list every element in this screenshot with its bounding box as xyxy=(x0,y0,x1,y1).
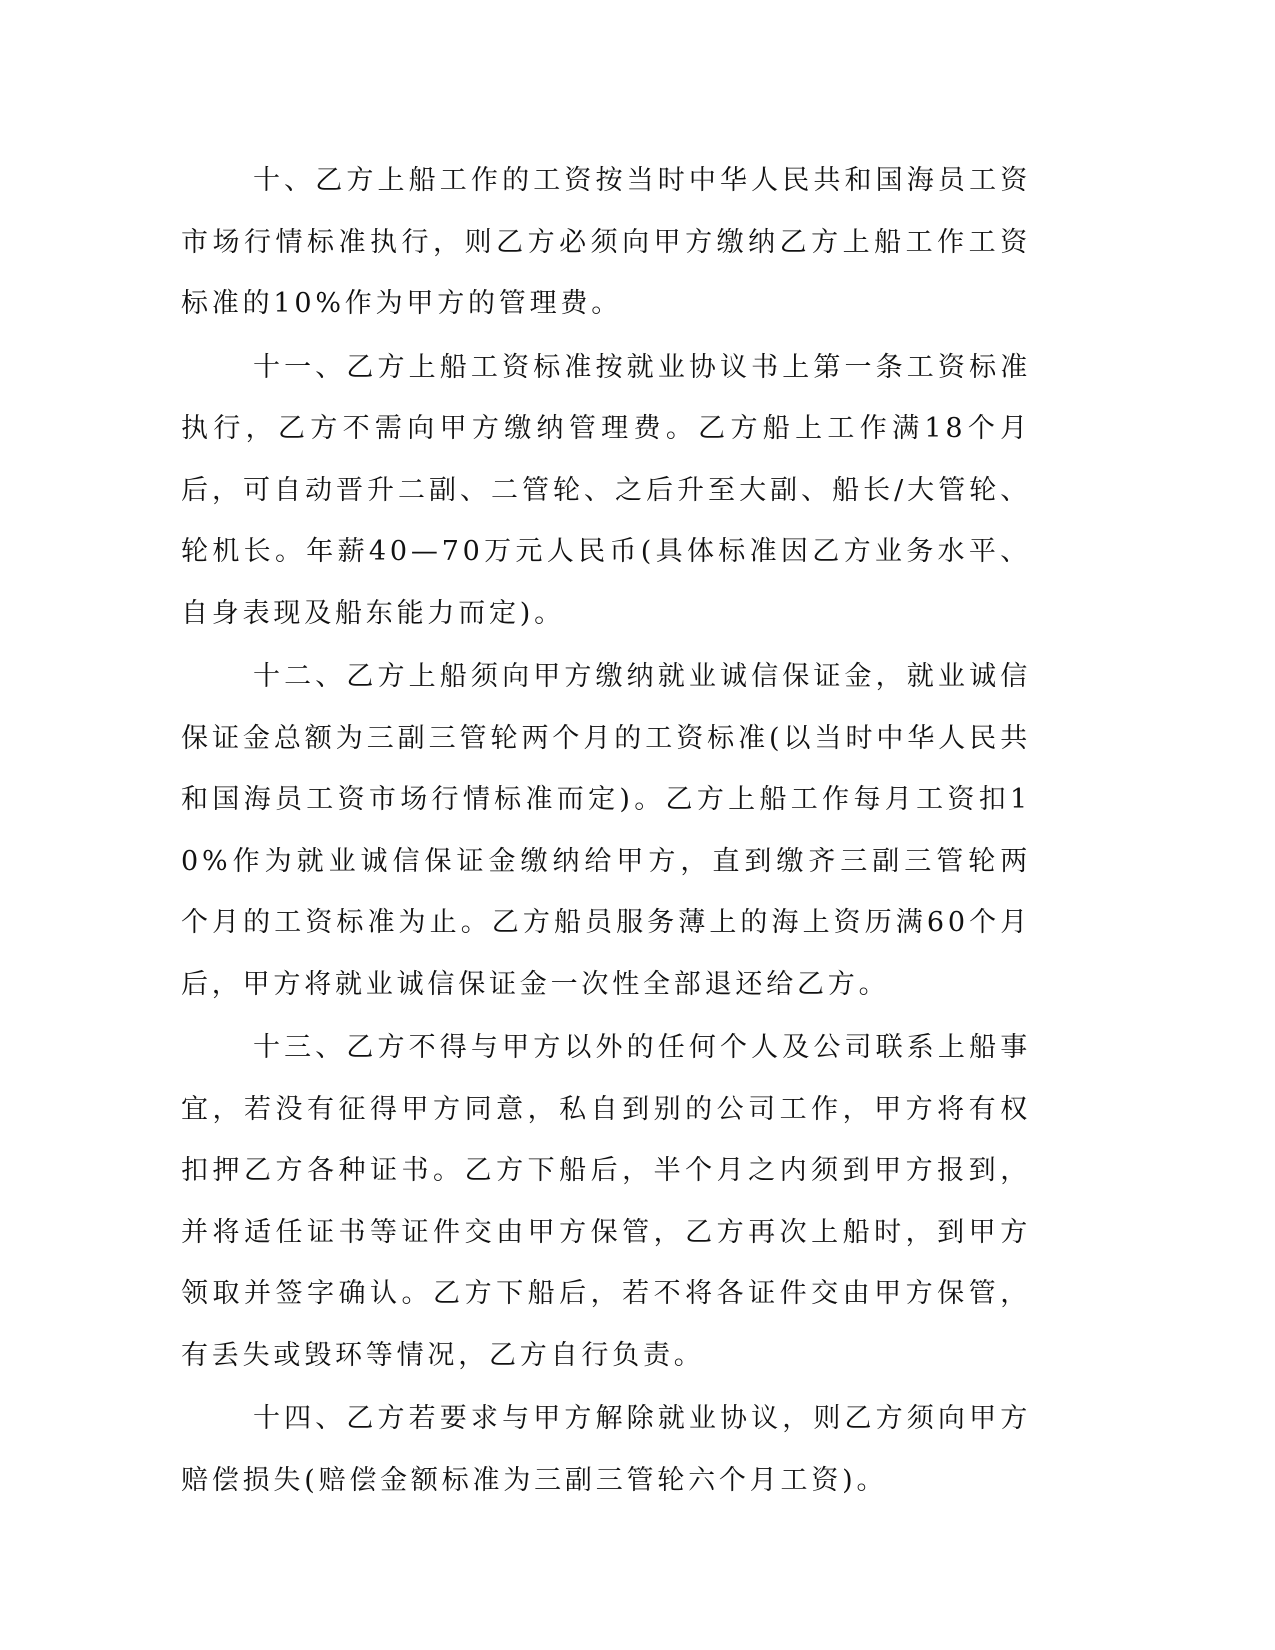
clause-10: 十、乙方上船工作的工资按当时中华人民共和国海员工资市场行情标准执行，则乙方必须向甲方缴纳乙方上船工作工资标准的10%作为甲方的管理费。 xyxy=(181,165,1031,319)
clause-12: 十二、乙方上船须向甲方缴纳就业诚信保证金，就业诚信保证金总额为三副三管轮两个月的工资标准(以当时中华人民共和国海员工资市场行情标准而定)。乙方上船工作每月工资扣10%作为就业诚信保证金缴纳给甲方，直到缴齐三副三管轮两个月的工资标准为止。乙方船员服务薄上的海上资历满60个月后，甲方将就业诚信保证金一次性全部退还给乙方。 xyxy=(181,661,1031,1000)
clause-13: 十三、乙方不得与甲方以外的任何个人及公司联系上船事宜，若没有征得甲方同意，私自到别的公司工作，甲方将有权扣押乙方各种证书。乙方下船后，半个月之内须到甲方报到，并将适任证书等证件交由甲方保管，乙方再次上船时，到甲方领取并签字确认。乙方下船后，若不将各证件交由甲方保管，有丢失或毁环等情况，乙方自行负责。 xyxy=(181,1032,1031,1371)
document-body xyxy=(181,150,1031,1513)
clause-11: 十一、乙方上船工资标准按就业协议书上第一条工资标准执行，乙方不需向甲方缴纳管理费。乙方船上工作满18个月后，可自动晋升二副、二管轮、之后升至大副、船长/大管轮、轮机长。年薪40—70万元人民币(具体标准因乙方业务水平、自身表现及船东能力而定)。 xyxy=(181,351,1031,629)
clause-14: 十四、乙方若要求与甲方解除就业协议，则乙方须向甲方赔偿损失(赔偿金额标准为三副三管轮六个月工资)。 xyxy=(181,1403,1031,1496)
